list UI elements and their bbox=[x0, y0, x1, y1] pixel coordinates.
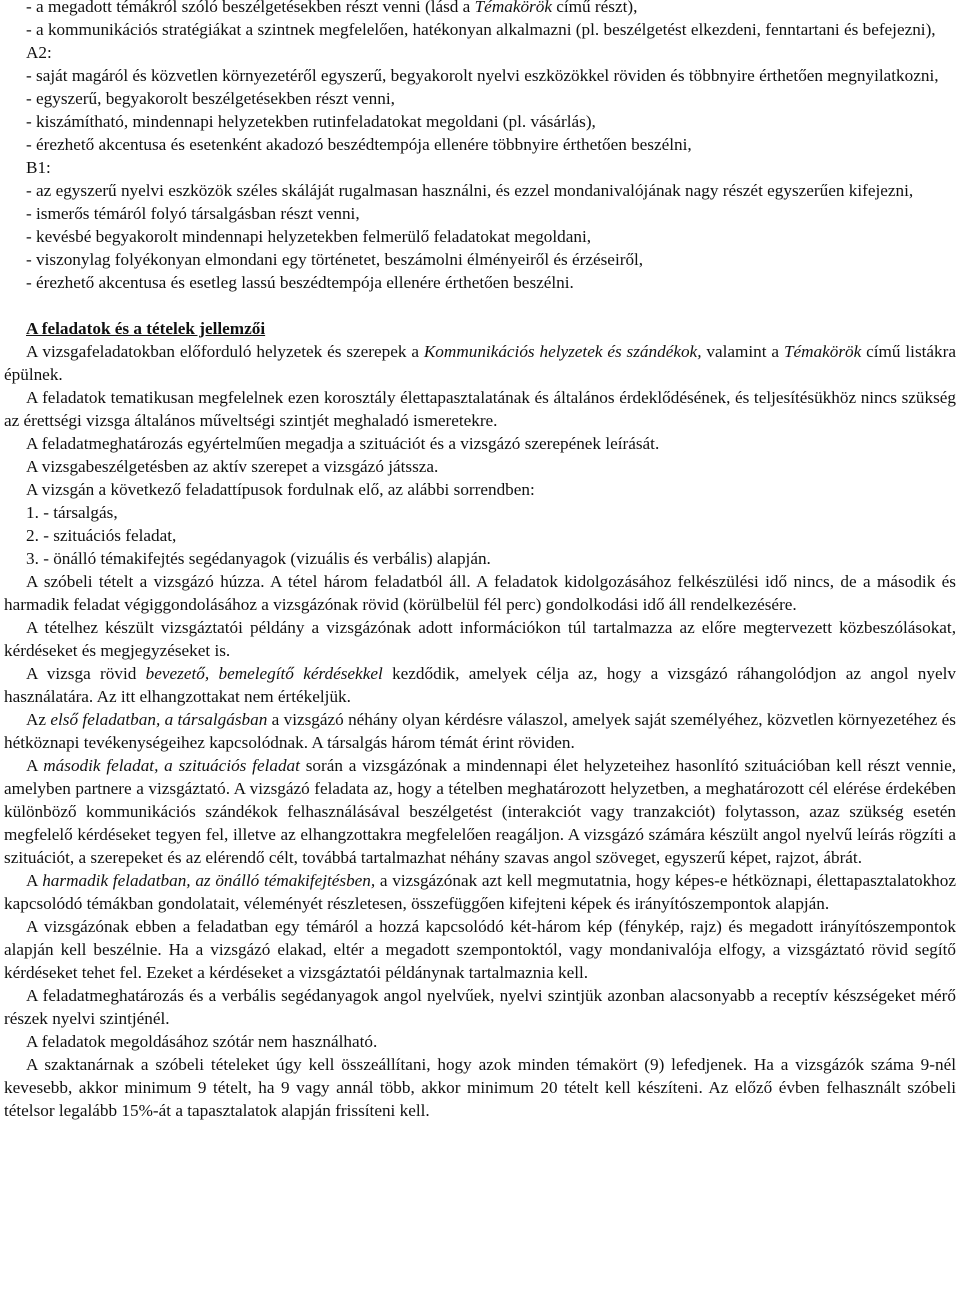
list-item: 3. - önálló témakifejtés segédanyagok (vizuális és verbális) alapján. bbox=[26, 549, 491, 568]
list-item: 1. - társalgás, bbox=[26, 503, 118, 522]
paragraph: A vizsgabeszélgetésben az aktív szerepet a vizsgázó játssza. bbox=[26, 457, 439, 476]
level-label-b1: B1: bbox=[26, 158, 51, 177]
list-item: - érezhető akcentusa és esetleg lassú beszédtempója ellenére érthetően beszélni. bbox=[26, 273, 574, 292]
level-label-a2: A2: bbox=[26, 43, 52, 62]
paragraph: A tételhez készült vizsgáztatói példány a vizsgázónak adott információkon túl tartalmazza az előre megtervezett közbeszólásokat, kérdéseket és megjegyzéseket is. bbox=[4, 618, 956, 660]
list-item: - a kommunikációs stratégiákat a szintnek megfelelően, hatékonyan alkalmazni (pl. beszélgetést elkezdeni, fenntartani és befejezni), bbox=[26, 20, 936, 39]
paragraph: A szaktanárnak a szóbeli tételeket úgy kell összeállítani, hogy azok minden témakört (9) lefedjenek. Ha a vizsgázók száma 9-nél kevesebb, akkor minimum 9 tételt, ha 9 vagy annál több, akkor minimum 20 tételt kell készíteni. Az előző évben felhasznált szóbeli tételsor legalább 15%-át a tapasztalatok alapján frissíteni kell. bbox=[4, 1055, 956, 1120]
list-item: - egyszerű, begyakorolt beszélgetésekben részt venni, bbox=[26, 89, 395, 108]
list-item: - viszonylag folyékonyan elmondani egy történetet, beszámolni élményeiről és érzéseiről, bbox=[26, 250, 644, 269]
list-item: - érezhető akcentusa és esetenként akadozó beszédtempója ellenére többnyire érthetően beszélni, bbox=[26, 135, 692, 154]
paragraph: A vizsgázónak ebben a feladatban egy témáról a hozzá kapcsolódó két-három kép (fénykép, rajz) és megadott irányítószempontok alapján kell beszélnie. Ha a vizsgázó elakad, eltér a megadott szempontoktól, vagy mondanivalója elfogy, a vizsgáztató rövid segítő kérdéseket tehet fel. Ezeket a kérdéseket a vizsgáztatói példánynak tartalmaznia kell. bbox=[4, 917, 956, 982]
list-item: - ismerős témáról folyó társalgásban részt venni, bbox=[26, 204, 360, 223]
paragraph: A második feladat, a szituációs feladat során a vizsgázónak a mindennapi élet helyzeteihez hasonlító szituációban kell részt vennie, amelyben partnere a vizsgáztató. A vizsgázó feladata az, hogy a tételben meghatározott helyzetben, a meghatározott cél elérése érdekében különböző kommunikációs szándékok felhasználásával beszélgetést (interakciót vagy tranzakciót) folytasson, azaz szükség esetén megfelelő kérdéseket tegyen fel, illetve az elhangzottakra megfelelően reagáljon. A vizsgázó számára készült angol nyelvű leírás rögzíti a szituációt, a szerepeket és az elérendő célt, továbbá tartalmazhat néhány szavas angol szöveget, egyszerű képet, rajzot, ábrát. bbox=[4, 756, 957, 867]
list-item: - az egyszerű nyelvi eszközök széles skáláját rugalmasan használni, és ezzel mondanivalójának nagy részét egyszerűen kifejezni, bbox=[26, 181, 914, 200]
paragraph: Az első feladatban, a társalgásban a vizsgázó néhány olyan kérdésre válaszol, amelyek saját személyéhez, közvetlen környezetéhez és hétköznapi tevékenységeihez kapcsolódnak. A társalgás három témát érint röviden. bbox=[4, 710, 956, 752]
paragraph: A feladatok tematikusan megfelelnek ezen korosztály élettapasztalatának és általános érdeklődésének, és teljesítésükhöz nincs szükség az érettségi vizsga általános műveltségi szintjét meghaladó ismeretekre. bbox=[4, 388, 956, 430]
list-item: - a megadott témákról szóló beszélgetésekben részt venni (lásd a Témakörök című részt), bbox=[26, 0, 638, 16]
paragraph: A vizsgafeladatokban előforduló helyzetek és szerepek a Kommunikációs helyzetek és szándékok, valamint a Témakörök című listákra épülnek. bbox=[4, 342, 956, 384]
list-item: 2. - szituációs feladat, bbox=[26, 526, 177, 545]
paragraph: A feladatok megoldásához szótár nem használható. bbox=[26, 1032, 378, 1051]
section-heading: A feladatok és a tételek jellemzői bbox=[26, 319, 266, 338]
paragraph: A harmadik feladatban, az önálló témakifejtésben, a vizsgázónak azt kell megmutatnia, hogy képes-e hétköznapi, élettapasztalatokhoz kapcsolódó témákban gondolatait, véleményét részletesen, összefüggően kifejteni képek és irányítószempontok alapján. bbox=[4, 871, 956, 913]
paragraph: A feladatmeghatározás és a verbális segédanyagok angol nyelvűek, nyelvi szintjük azonban alacsonyabb a receptív készségeket mérő részek nyelvi szintjénél. bbox=[4, 986, 956, 1028]
paragraph: A feladatmeghatározás egyértelműen megadja a szituációt és a vizsgázó szerepének leírását. bbox=[26, 434, 660, 453]
list-item: - saját magáról és közvetlen környezetéről egyszerű, begyakorolt nyelvi eszközökkel röviden és többnyire érthetően megnyilatkozni, bbox=[26, 66, 939, 85]
paragraph: A szóbeli tételt a vizsgázó húzza. A tétel három feladatból áll. A feladatok kidolgozásához felkészülési idő nincs, de a második és harmadik feladat végiggondolásához a vizsgázónak rövid (körülbelül fél perc) gondolkodási idő áll rendelkezésére. bbox=[4, 572, 956, 614]
paragraph: A vizsga rövid bevezető, bemelegítő kérdésekkel kezdődik, amelyek célja az, hogy a vizsgázó ráhangolódjon az angol nyelv használatára. Az itt elhangzottakat nem értékeljük. bbox=[4, 664, 956, 706]
list-item: - kevésbé begyakorolt mindennapi helyzetekben felmerülő feladatokat megoldani, bbox=[26, 227, 592, 246]
list-item: - kiszámítható, mindennapi helyzetekben rutinfeladatokat megoldani (pl. vásárlás), bbox=[26, 112, 596, 131]
paragraph: A vizsgán a következő feladattípusok fordulnak elő, az alábbi sorrendben: bbox=[26, 480, 535, 499]
